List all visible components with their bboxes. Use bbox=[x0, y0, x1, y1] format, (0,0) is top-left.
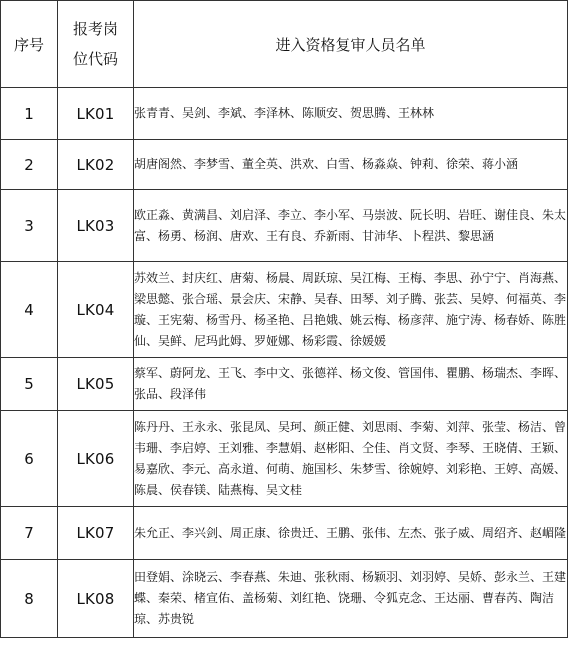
row-position-code: LK01 bbox=[58, 88, 134, 140]
header-position-code bbox=[58, 1, 134, 88]
row-names: 胡唐阁然、李梦雪、董全英、洪欢、白雪、杨淼焱、钟莉、徐荣、蒋小涵 bbox=[134, 140, 568, 190]
header-position-code-line2: 位代码 bbox=[72, 50, 118, 68]
row-names: 田登娟、涂晓云、李春燕、朱迪、张秋雨、杨颖羽、刘羽婷、吴娇、彭永兰、王建蝶、秦荣、楮宣佑、盖杨菊、刘红艳、饶珊、令狐克念、王达丽、曹春芮、陶洁琼、苏贵锐 bbox=[134, 560, 568, 638]
header-names: 进入资格复审人员名单 bbox=[134, 1, 568, 88]
table-header-row bbox=[1, 1, 568, 88]
row-names: 蔡军、蔚阿龙、王飞、李中文、张德祥、杨文俊、管国伟、瞿鹏、杨瑞杰、李晖、张品、段泽伟 bbox=[134, 358, 568, 411]
row-seq: 3 bbox=[1, 190, 58, 262]
row-position-code: LK07 bbox=[58, 507, 134, 560]
row-seq: 6 bbox=[1, 411, 58, 507]
row-names: 苏效兰、封庆红、唐菊、杨晨、周跃琼、吴江梅、王梅、李思、孙宁宁、肖海燕、梁思懿、张合瑶、景会庆、宋静、吴春、田琴、刘子腾、张芸、吴婷、何福英、李璇、王宪菊、杨雪丹、杨圣艳、吕艳娥、姚云梅、杨彦萍、施宁涛、杨春娇、陈胜仙、吴鲜、尼玛此姆、罗娅娜、杨彩霞、徐媛媛 bbox=[134, 262, 568, 358]
table-row bbox=[1, 88, 568, 140]
table-row bbox=[1, 560, 568, 638]
row-names: 欧正淼、黄满昌、刘启泽、李立、李小军、马崇波、阮长明、岩旺、谢佳良、朱太富、杨勇、杨润、唐欢、王有良、乔新雨、甘沛华、卜程洪、黎思涵 bbox=[134, 190, 568, 262]
header-position-code-line1: 报考岗 bbox=[72, 20, 118, 38]
row-position-code: LK04 bbox=[58, 262, 134, 358]
table-row bbox=[1, 262, 568, 358]
row-seq: 7 bbox=[1, 507, 58, 560]
row-seq: 5 bbox=[1, 358, 58, 411]
row-names: 陈丹丹、王永永、张昆凤、吴珂、颜正健、刘思雨、李菊、刘萍、张莹、杨洁、曾韦珊、李启婷、王刘雅、李慧娟、赵彬阳、仝佳、肖文贤、李琴、王晓倩、王颖、易嘉欣、李元、高永道、何萌、施国杉、朱梦雪、徐婉婷、刘彩艳、王婷、高媛、陈晨、侯春镁、陆燕梅、吴文桂 bbox=[134, 411, 568, 507]
row-position-code: LK02 bbox=[58, 140, 134, 190]
row-names: 朱允正、李兴剑、周正康、徐贵迁、王鹏、张伟、左杰、张子威、周绍齐、赵嵋隆 bbox=[134, 507, 568, 560]
row-seq: 1 bbox=[1, 88, 58, 140]
table-row bbox=[1, 190, 568, 262]
header-seq: 序号 bbox=[1, 1, 58, 88]
row-seq: 4 bbox=[1, 262, 58, 358]
table-row bbox=[1, 411, 568, 507]
row-position-code: LK06 bbox=[58, 411, 134, 507]
row-names: 张青青、吴剑、李斌、李泽林、陈顺安、贺思腾、王林林 bbox=[134, 88, 568, 140]
table-row bbox=[1, 140, 568, 190]
table-row bbox=[1, 507, 568, 560]
row-position-code: LK08 bbox=[58, 560, 134, 638]
row-position-code: LK03 bbox=[58, 190, 134, 262]
table-row bbox=[1, 358, 568, 411]
row-seq: 8 bbox=[1, 560, 58, 638]
row-position-code: LK05 bbox=[58, 358, 134, 411]
row-seq: 2 bbox=[1, 140, 58, 190]
